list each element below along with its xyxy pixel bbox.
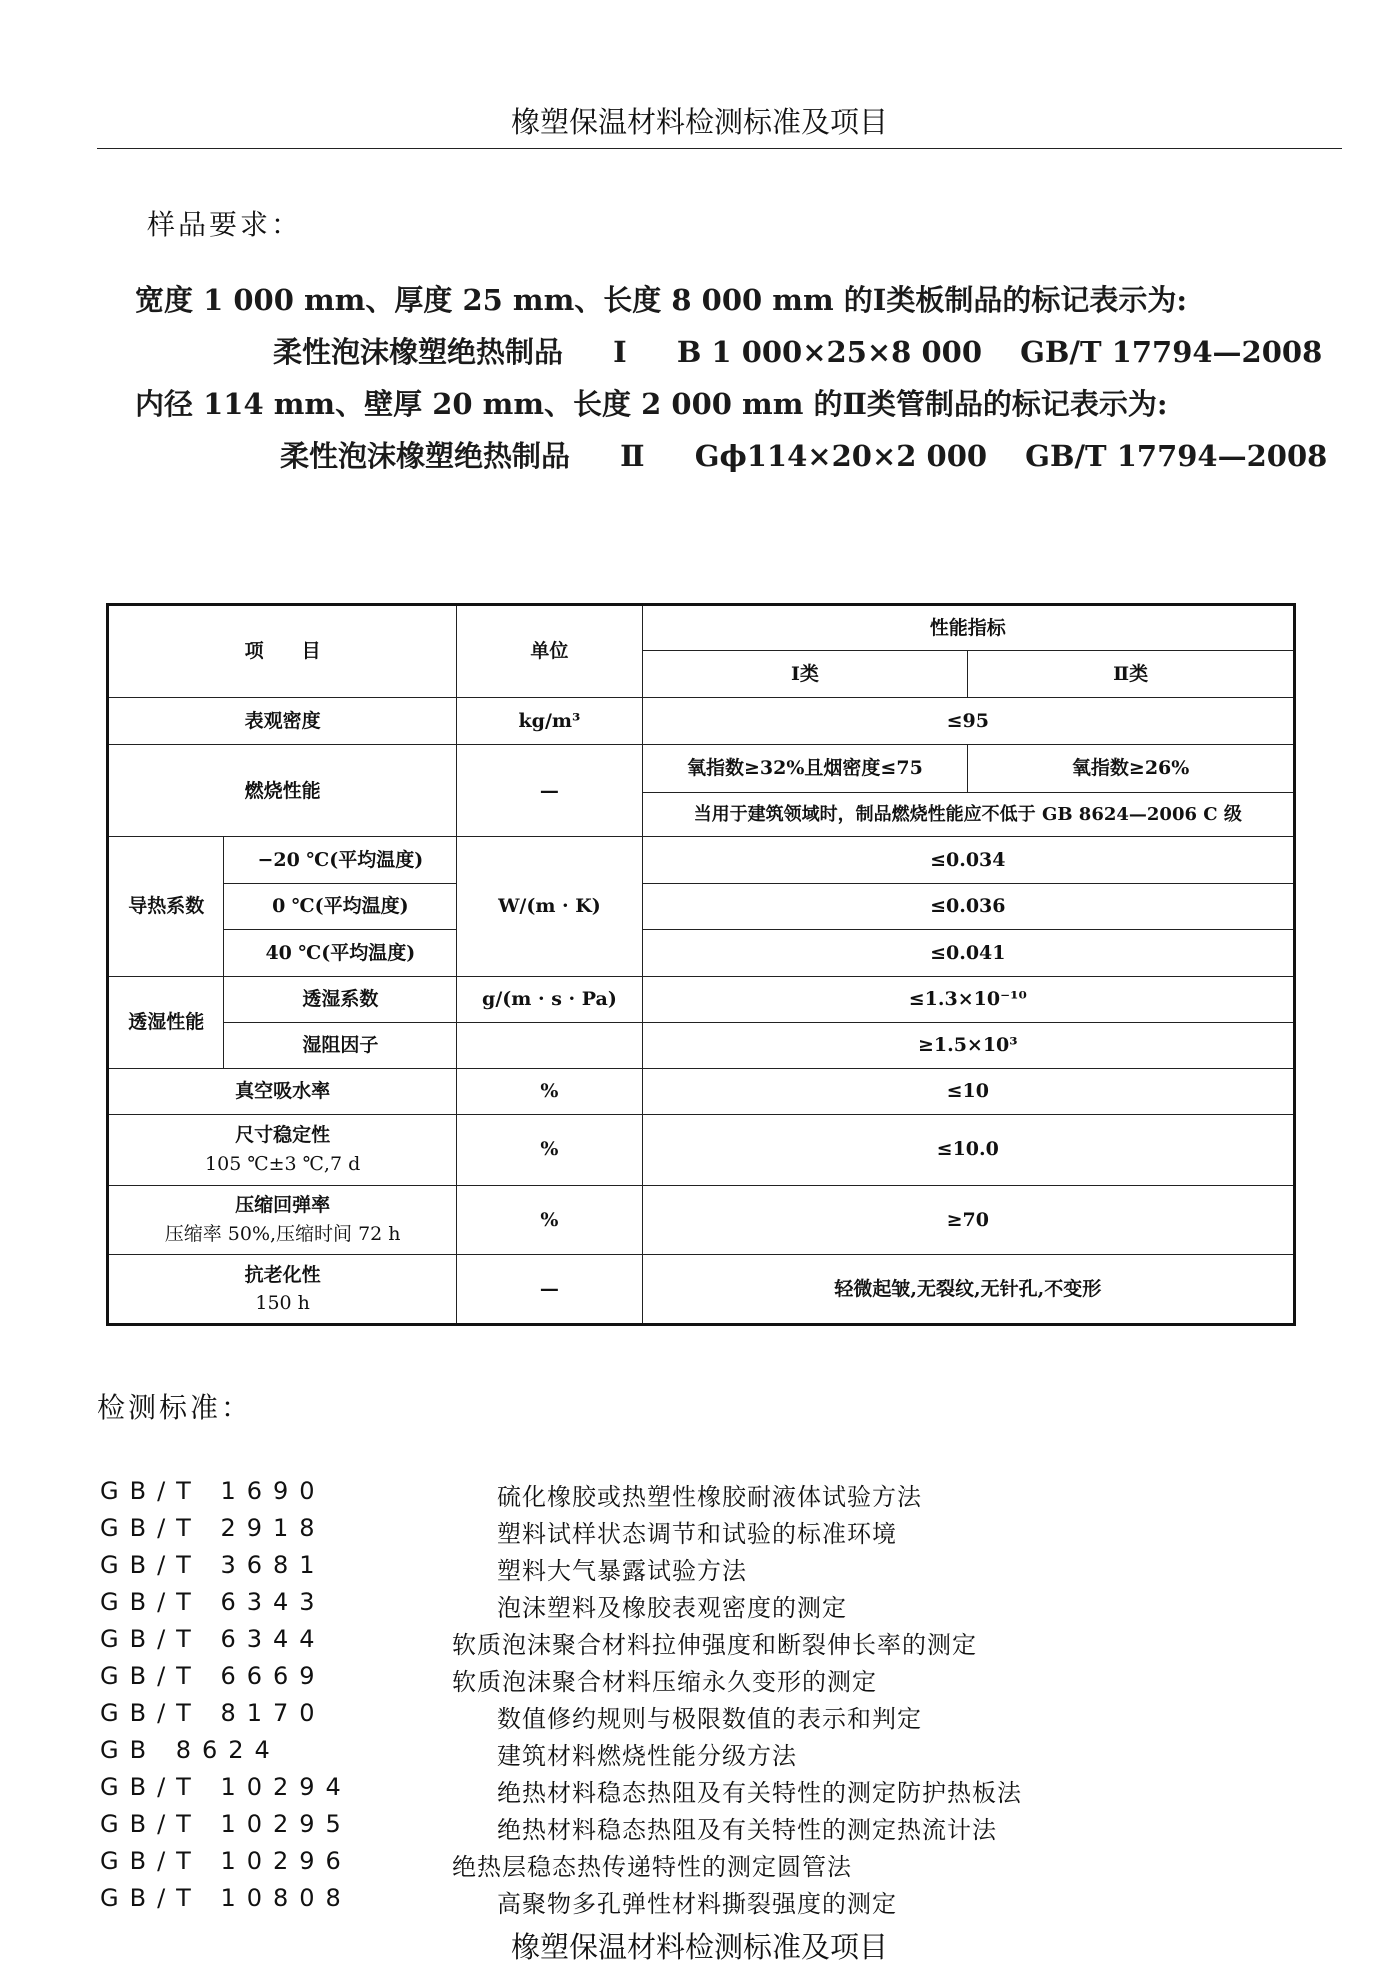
standard-code: GB/T 2918 xyxy=(100,1514,326,1542)
marking-line-3: 内径 114 mm、壁厚 20 mm、长度 2 000 mm 的Ⅱ类管制品的标记表示为: xyxy=(135,387,1168,421)
standard-name: 数值修约规则与极限数值的表示和判定 xyxy=(497,1705,922,1733)
row-value: 轻微起皱,无裂纹,无针孔,不变形 xyxy=(642,1255,1294,1325)
row-subitem: −20 ℃(平均温度) xyxy=(224,837,457,883)
row-value-class-1: 氧指数≥32%且烟密度≤75 xyxy=(642,745,968,792)
header-performance: 性能指标 xyxy=(642,605,1294,651)
row-subitem: 40 ℃(平均温度) xyxy=(224,930,457,976)
row-value: ≤0.041 xyxy=(642,930,1294,976)
page-footer-title: 橡塑保温材料检测标准及项目 xyxy=(510,1930,888,1964)
standard-code: GB/T 6343 xyxy=(100,1588,326,1616)
table-row xyxy=(108,976,1295,1022)
row-unit: g/(m · s · Pa) xyxy=(457,976,642,1022)
row-item-condition: 105 ℃±3 ℃,7 d xyxy=(205,1152,361,1175)
standard-name: 塑料试样状态调节和试验的标准环境 xyxy=(497,1520,897,1548)
sample-heading: 样品要求： xyxy=(147,208,303,241)
list-item xyxy=(100,1736,1340,1773)
row-item: 真空吸水率 xyxy=(108,1069,457,1114)
standard-code: GB/T 10296 xyxy=(100,1847,352,1875)
row-unit: % xyxy=(457,1114,642,1185)
performance-table xyxy=(106,603,1296,1326)
row-group: 透湿性能 xyxy=(108,976,224,1069)
marking-class: Ⅱ xyxy=(620,439,645,473)
header-class-2: Ⅱ类 xyxy=(968,651,1295,697)
list-item xyxy=(100,1477,1340,1514)
row-subitem: 透湿系数 xyxy=(224,976,457,1022)
list-item xyxy=(100,1810,1340,1847)
standard-code: GB/T 3681 xyxy=(100,1551,326,1579)
marking-product-name: 柔性泡沫橡塑绝热制品 xyxy=(273,335,564,369)
list-item xyxy=(100,1588,1340,1625)
standard-name: 硫化橡胶或热塑性橡胶耐液体试验方法 xyxy=(497,1483,922,1511)
row-unit: % xyxy=(457,1069,642,1114)
row-value: ≥1.5×10³ xyxy=(642,1022,1294,1068)
standard-name: 泡沫塑料及橡胶表观密度的测定 xyxy=(497,1594,847,1622)
list-item xyxy=(100,1514,1340,1551)
table-row xyxy=(108,1255,1295,1325)
standard-code: GB/T 6669 xyxy=(100,1662,326,1690)
row-item: 表观密度 xyxy=(108,697,457,744)
row-value: ≥70 xyxy=(642,1185,1294,1255)
row-value: ≤10 xyxy=(642,1069,1294,1114)
row-value: ≤0.034 xyxy=(642,837,1294,883)
header-item: 项 目 xyxy=(108,605,457,698)
standard-code: GB/T 1690 xyxy=(100,1477,326,1505)
list-item xyxy=(100,1551,1340,1588)
table-row xyxy=(108,1022,1295,1068)
list-item xyxy=(100,1699,1340,1736)
standard-name: 塑料大气暴露试验方法 xyxy=(497,1557,747,1585)
row-group: 导热系数 xyxy=(108,837,224,976)
row-item xyxy=(108,1114,457,1185)
table-row xyxy=(108,1114,1295,1185)
standard-code: GB/T 8170 xyxy=(100,1699,326,1727)
marking-line-1: 宽度 1 000 mm、厚度 25 mm、长度 8 000 mm 的Ⅰ类板制品的标记表示为: xyxy=(135,283,1188,317)
header-rule xyxy=(97,148,1342,149)
row-value-class-2: 氧指数≥26% xyxy=(968,745,1295,792)
row-subitem: 湿阻因子 xyxy=(224,1022,457,1068)
table-row xyxy=(108,697,1295,744)
row-item: 燃烧性能 xyxy=(108,745,457,837)
marking-line-4 xyxy=(280,434,1327,475)
row-item-title: 抗老化性 xyxy=(244,1263,321,1286)
row-unit: — xyxy=(457,745,642,837)
standard-name: 绝热层稳态热传递特性的测定圆管法 xyxy=(452,1853,852,1881)
table-row xyxy=(108,837,1295,883)
table-row xyxy=(108,930,1295,976)
standard-name: 建筑材料燃烧性能分级方法 xyxy=(497,1742,797,1770)
row-item xyxy=(108,1255,457,1325)
row-item-condition: 150 h xyxy=(255,1292,310,1315)
table-row xyxy=(108,1185,1295,1255)
row-item-title: 尺寸稳定性 xyxy=(235,1124,331,1147)
row-value: ≤1.3×10⁻¹⁰ xyxy=(642,976,1294,1022)
marking-spec: Gϕ114×20×2 000 xyxy=(694,439,988,473)
table-row xyxy=(108,883,1295,929)
row-note: 当用于建筑领域时，制品燃烧性能应不低于 GB 8624—2006 C 级 xyxy=(642,792,1294,836)
row-unit: % xyxy=(457,1185,642,1255)
header-unit: 单位 xyxy=(457,605,642,698)
standard-code: GB/T 10808 xyxy=(100,1884,352,1912)
standard-name: 软质泡沫聚合材料拉伸强度和断裂伸长率的测定 xyxy=(452,1631,977,1659)
list-item xyxy=(100,1847,1340,1884)
standard-name: 绝热材料稳态热阻及有关特性的测定防护热板法 xyxy=(497,1779,1022,1807)
standard-name: 绝热材料稳态热阻及有关特性的测定热流计法 xyxy=(497,1816,997,1844)
row-item-title: 压缩回弹率 xyxy=(235,1194,331,1217)
standards-heading: 检测标准： xyxy=(97,1391,253,1424)
list-item xyxy=(100,1884,1340,1921)
marking-class: Ⅰ xyxy=(613,335,627,369)
marking-standard: GB/T 17794—2008 xyxy=(1020,335,1323,369)
row-unit: — xyxy=(457,1255,642,1325)
row-item xyxy=(108,1185,457,1255)
page-header-title: 橡塑保温材料检测标准及项目 xyxy=(510,105,888,139)
row-unit: kg/m³ xyxy=(457,697,642,744)
table-row xyxy=(108,745,1295,792)
row-unit: W/(m · K) xyxy=(457,837,642,976)
marking-standard: GB/T 17794—2008 xyxy=(1025,439,1328,473)
standard-code: GB/T 10294 xyxy=(100,1773,352,1801)
standard-name: 高聚物多孔弹性材料撕裂强度的测定 xyxy=(497,1890,897,1918)
row-subitem: 0 ℃(平均温度) xyxy=(224,883,457,929)
row-item-condition: 压缩率 50%,压缩时间 72 h xyxy=(164,1222,401,1245)
row-value: ≤10.0 xyxy=(642,1114,1294,1185)
header-class-1: Ⅰ类 xyxy=(642,651,968,697)
list-item xyxy=(100,1625,1340,1662)
table-header-row xyxy=(108,605,1295,651)
row-value: ≤95 xyxy=(642,697,1294,744)
marking-product-name: 柔性泡沫橡塑绝热制品 xyxy=(280,439,571,473)
list-item xyxy=(100,1662,1340,1699)
standard-code: GB/T 6344 xyxy=(100,1625,326,1653)
standard-name: 软质泡沫聚合材料压缩永久变形的测定 xyxy=(452,1668,877,1696)
standard-code: GB/T 10295 xyxy=(100,1810,352,1838)
table-row xyxy=(108,1069,1295,1114)
marking-spec: B 1 000×25×8 000 xyxy=(676,335,982,369)
marking-line-2 xyxy=(273,330,1322,371)
row-unit-empty xyxy=(457,1022,642,1068)
standard-code: GB 8624 xyxy=(100,1736,281,1764)
list-item xyxy=(100,1773,1340,1810)
row-value: ≤0.036 xyxy=(642,883,1294,929)
